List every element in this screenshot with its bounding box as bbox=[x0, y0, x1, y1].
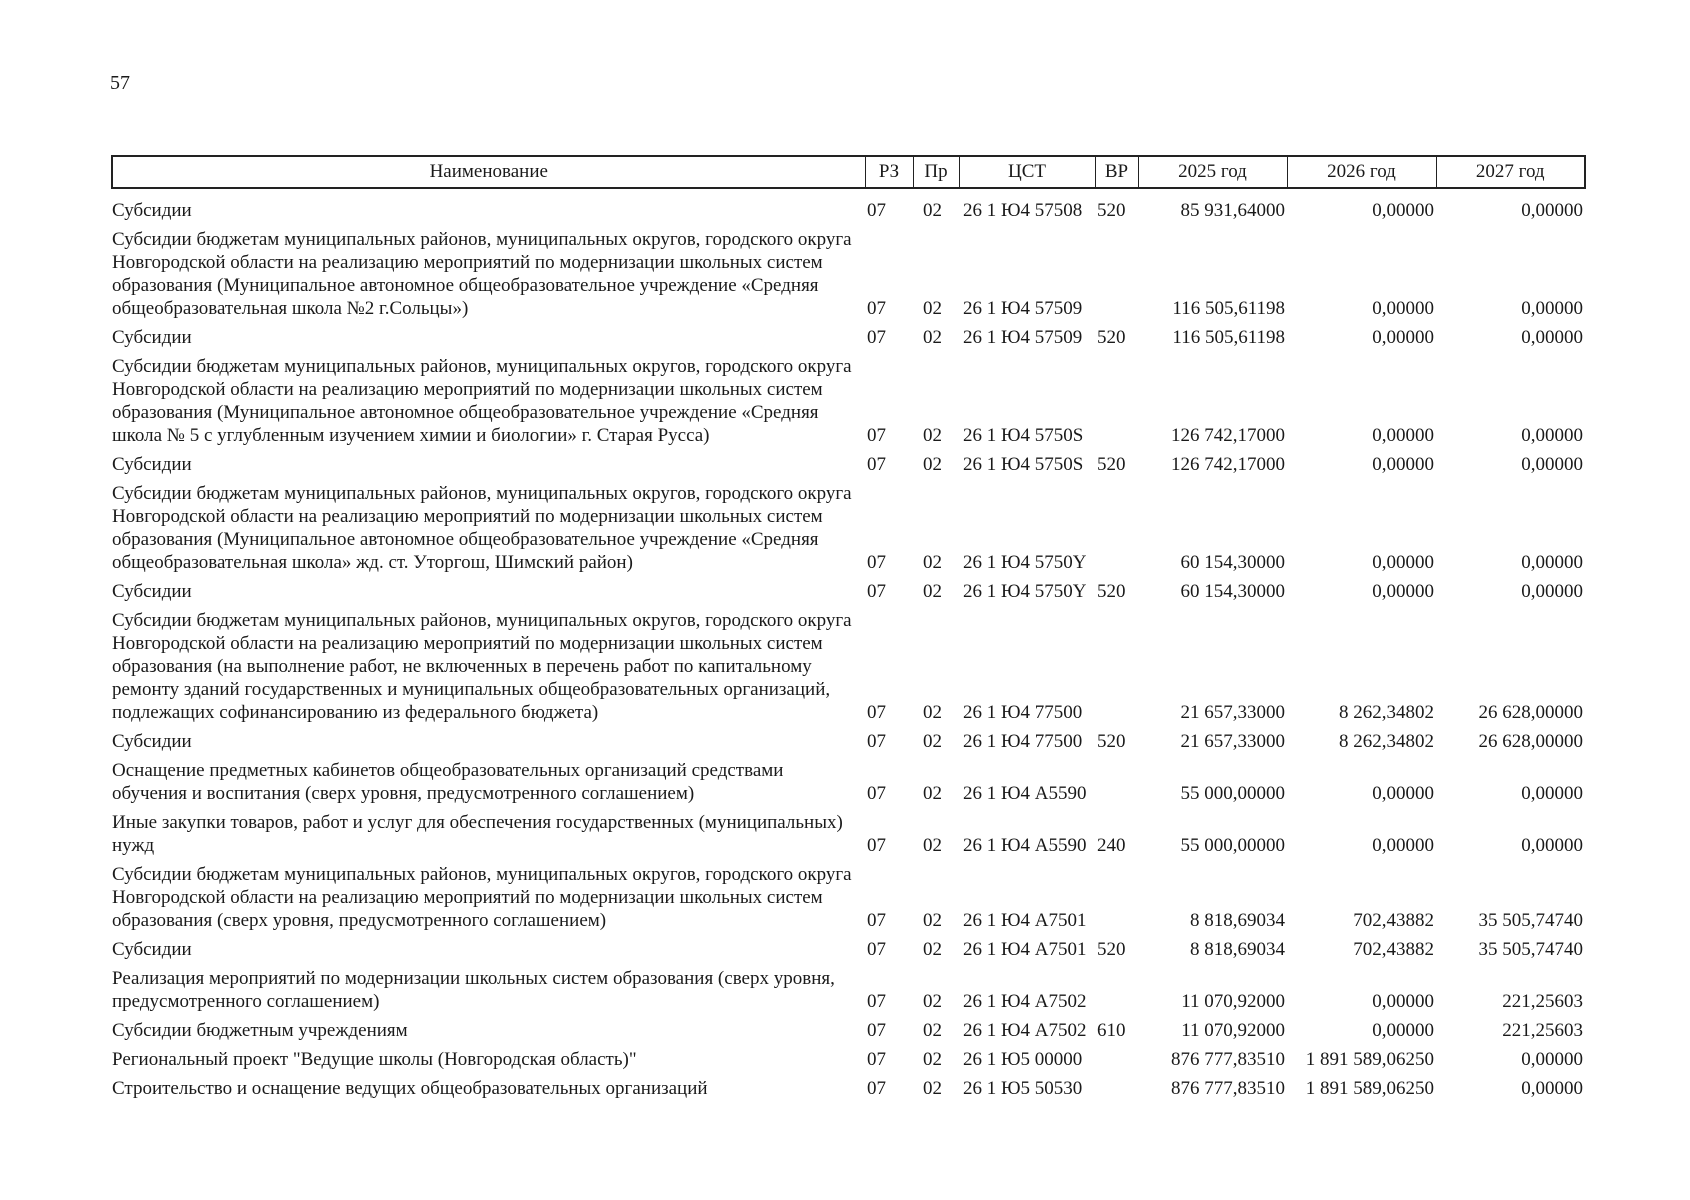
budget-table-container bbox=[111, 155, 1584, 1106]
row-2027-value: 0,00000 bbox=[1521, 425, 1583, 446]
row-2025-value: 11 070,92000 bbox=[1181, 991, 1285, 1012]
table-row bbox=[112, 1019, 1585, 1048]
row-name: Субсидии bbox=[112, 731, 192, 752]
header-name: Наименование bbox=[112, 156, 865, 188]
row-vr bbox=[1095, 863, 1138, 938]
row-pr: 02 bbox=[923, 200, 942, 221]
header-rz: РЗ bbox=[865, 156, 913, 188]
table-row bbox=[112, 759, 1585, 811]
table-row bbox=[112, 863, 1585, 938]
row-vr bbox=[1095, 228, 1138, 326]
row-pr: 02 bbox=[923, 327, 942, 348]
table-row bbox=[112, 609, 1585, 730]
table-row bbox=[112, 355, 1585, 453]
row-2026-value: 0,00000 bbox=[1372, 454, 1434, 475]
header-pr: Пр bbox=[913, 156, 959, 188]
row-2027-value: 0,00000 bbox=[1521, 552, 1583, 573]
row-2025-value: 21 657,33000 bbox=[1180, 731, 1285, 752]
row-cst: 26 1 Ю4 А7501 bbox=[963, 939, 1087, 960]
row-cst: 26 1 Ю4 5750S bbox=[963, 425, 1084, 446]
table-row bbox=[112, 228, 1585, 326]
row-2026-value: 0,00000 bbox=[1372, 200, 1434, 221]
row-2025-value: 8 818,69034 bbox=[1190, 939, 1285, 960]
row-2027-value: 0,00000 bbox=[1521, 327, 1583, 348]
row-name: Субсидии бюджетам муниципальных районов, муниципальных округов, городского округа Новгородской области на реализацию мероприятий по модернизации школьных систем образования (Муниципальное автономное общеобразовательное учреждение «Средняя общеобразовательная школа №2 г.Сольцы») bbox=[112, 229, 852, 319]
row-vr bbox=[1095, 759, 1138, 811]
row-pr: 02 bbox=[923, 298, 942, 319]
header-vr: ВР bbox=[1095, 156, 1138, 188]
row-name: Оснащение предметных кабинетов общеобразовательных организаций средствами обучения и воспитания (сверх уровня, предусмотренного соглашением) bbox=[112, 760, 784, 804]
row-rz: 07 bbox=[867, 702, 886, 723]
row-name: Субсидии бюджетным учреждениям bbox=[112, 1020, 408, 1041]
row-name: Региональный проект "Ведущие школы (Новгородская область)" bbox=[112, 1049, 637, 1070]
table-row bbox=[112, 326, 1585, 355]
row-rz: 07 bbox=[867, 783, 886, 804]
row-2025-value: 85 931,64000 bbox=[1180, 200, 1285, 221]
row-2025-value: 126 742,17000 bbox=[1171, 454, 1285, 475]
row-cst: 26 1 Ю4 А7502 bbox=[963, 991, 1087, 1012]
row-pr: 02 bbox=[923, 552, 942, 573]
row-2027-value: 35 505,74740 bbox=[1478, 910, 1583, 931]
row-rz: 07 bbox=[867, 581, 886, 602]
row-pr: 02 bbox=[923, 835, 942, 856]
table-row bbox=[112, 580, 1585, 609]
row-2027-value: 26 628,00000 bbox=[1478, 731, 1583, 752]
row-pr: 02 bbox=[923, 939, 942, 960]
row-2026-value: 0,00000 bbox=[1372, 298, 1434, 319]
header-2027: 2027 год bbox=[1436, 156, 1585, 188]
row-2025-value: 876 777,83510 bbox=[1171, 1049, 1285, 1070]
row-vr: 520 bbox=[1097, 200, 1126, 221]
row-name: Субсидии bbox=[112, 454, 192, 475]
table-row bbox=[112, 482, 1585, 580]
row-cst: 26 1 Ю4 А5590 bbox=[963, 835, 1087, 856]
row-rz: 07 bbox=[867, 1078, 886, 1099]
row-2025-value: 21 657,33000 bbox=[1180, 702, 1285, 723]
table-row bbox=[112, 188, 1585, 228]
row-2026-value: 0,00000 bbox=[1372, 327, 1434, 348]
row-rz: 07 bbox=[867, 1020, 886, 1041]
row-2027-value: 0,00000 bbox=[1521, 298, 1583, 319]
row-2026-value: 0,00000 bbox=[1372, 991, 1434, 1012]
row-cst: 26 1 Ю4 5750Y bbox=[963, 581, 1087, 602]
table-row bbox=[112, 1077, 1585, 1106]
table-header bbox=[112, 156, 1585, 188]
row-name: Реализация мероприятий по модернизации школьных систем образования (сверх уровня, предусмотренного соглашением) bbox=[112, 968, 835, 1012]
row-2025-value: 116 505,61198 bbox=[1172, 298, 1285, 319]
row-2027-value: 0,00000 bbox=[1521, 783, 1583, 804]
header-cst: ЦСТ bbox=[959, 156, 1095, 188]
row-rz: 07 bbox=[867, 200, 886, 221]
row-2025-value: 876 777,83510 bbox=[1171, 1078, 1285, 1099]
row-rz: 07 bbox=[867, 552, 886, 573]
row-rz: 07 bbox=[867, 939, 886, 960]
row-pr: 02 bbox=[923, 1078, 942, 1099]
row-pr: 02 bbox=[923, 910, 942, 931]
row-cst: 26 1 Ю4 77500 bbox=[963, 702, 1083, 723]
row-2025-value: 126 742,17000 bbox=[1171, 425, 1285, 446]
table-body bbox=[112, 188, 1585, 1106]
row-pr: 02 bbox=[923, 1049, 942, 1070]
row-vr: 520 bbox=[1097, 731, 1126, 752]
row-rz: 07 bbox=[867, 835, 886, 856]
row-2025-value: 8 818,69034 bbox=[1190, 910, 1285, 931]
row-cst: 26 1 Ю4 57509 bbox=[963, 298, 1083, 319]
row-cst: 26 1 Ю4 5750S bbox=[963, 454, 1084, 475]
row-vr: 610 bbox=[1097, 1020, 1126, 1041]
row-cst: 26 1 Ю4 А7501 bbox=[963, 910, 1087, 931]
row-rz: 07 bbox=[867, 327, 886, 348]
row-name: Субсидии бюджетам муниципальных районов, муниципальных округов, городского округа Новгородской области на реализацию мероприятий по модернизации школьных систем образования (сверх уровня, предусмотренного соглашением) bbox=[112, 864, 852, 931]
row-2026-value: 1 891 589,06250 bbox=[1305, 1078, 1434, 1099]
row-2025-value: 60 154,30000 bbox=[1180, 581, 1285, 602]
row-2025-value: 55 000,00000 bbox=[1180, 835, 1285, 856]
row-vr bbox=[1095, 1077, 1138, 1106]
row-cst: 26 1 Ю4 57509 bbox=[963, 327, 1083, 348]
row-name: Субсидии bbox=[112, 327, 192, 348]
header-row bbox=[112, 156, 1585, 188]
row-name: Субсидии bbox=[112, 200, 192, 221]
row-cst: 26 1 Ю5 00000 bbox=[963, 1049, 1083, 1070]
row-vr bbox=[1095, 967, 1138, 1019]
row-vr bbox=[1095, 609, 1138, 730]
row-pr: 02 bbox=[923, 783, 942, 804]
row-2027-value: 0,00000 bbox=[1521, 200, 1583, 221]
row-rz: 07 bbox=[867, 1049, 886, 1070]
row-name: Иные закупки товаров, работ и услуг для обеспечения государственных (муниципальных) нужд bbox=[112, 812, 843, 856]
header-2025: 2025 год bbox=[1138, 156, 1287, 188]
row-rz: 07 bbox=[867, 425, 886, 446]
row-name: Субсидии бюджетам муниципальных районов, муниципальных округов, городского округа Новгородской области на реализацию мероприятий по модернизации школьных систем образования (Муниципальное автономное общеобразовательное учреждение «Средняя школа № 5 с углубленным изучением химии и биологии» г. Старая Русса) bbox=[112, 356, 852, 446]
row-2027-value: 221,25603 bbox=[1502, 991, 1583, 1012]
table-row bbox=[112, 1048, 1585, 1077]
row-vr: 520 bbox=[1097, 327, 1126, 348]
row-2027-value: 221,25603 bbox=[1502, 1020, 1583, 1041]
row-2025-value: 116 505,61198 bbox=[1172, 327, 1285, 348]
table-row bbox=[112, 730, 1585, 759]
row-name: Субсидии bbox=[112, 939, 192, 960]
table-row bbox=[112, 938, 1585, 967]
row-cst: 26 1 Ю4 5750Y bbox=[963, 552, 1087, 573]
row-2026-value: 702,43882 bbox=[1353, 939, 1434, 960]
row-pr: 02 bbox=[923, 454, 942, 475]
row-pr: 02 bbox=[923, 425, 942, 446]
row-pr: 02 bbox=[923, 581, 942, 602]
row-2026-value: 702,43882 bbox=[1353, 910, 1434, 931]
row-vr bbox=[1095, 1048, 1138, 1077]
row-2026-value: 0,00000 bbox=[1372, 783, 1434, 804]
row-cst: 26 1 Ю4 А7502 bbox=[963, 1020, 1087, 1041]
row-name: Субсидии bbox=[112, 581, 192, 602]
row-2025-value: 60 154,30000 bbox=[1180, 552, 1285, 573]
row-2027-value: 0,00000 bbox=[1521, 454, 1583, 475]
row-rz: 07 bbox=[867, 454, 886, 475]
row-rz: 07 bbox=[867, 731, 886, 752]
row-name: Субсидии бюджетам муниципальных районов, муниципальных округов, городского округа Новгородской области на реализацию мероприятий по модернизации школьных систем образования (Муниципальное автономное общеобразовательное учреждение «Средняя общеобразовательная школа» жд. ст. Уторгош, Шимский район) bbox=[112, 483, 852, 573]
row-2027-value: 0,00000 bbox=[1521, 1078, 1583, 1099]
row-cst: 26 1 Ю4 77500 bbox=[963, 731, 1083, 752]
table-row bbox=[112, 453, 1585, 482]
row-2026-value: 0,00000 bbox=[1372, 581, 1434, 602]
row-vr: 240 bbox=[1097, 835, 1126, 856]
row-2026-value: 0,00000 bbox=[1372, 835, 1434, 856]
row-2026-value: 0,00000 bbox=[1372, 1020, 1434, 1041]
row-cst: 26 1 Ю5 50530 bbox=[963, 1078, 1083, 1099]
header-2026: 2026 год bbox=[1287, 156, 1436, 188]
row-rz: 07 bbox=[867, 298, 886, 319]
row-name: Строительство и оснащение ведущих общеобразовательных организаций bbox=[112, 1078, 708, 1099]
row-2025-value: 55 000,00000 bbox=[1180, 783, 1285, 804]
row-2026-value: 1 891 589,06250 bbox=[1305, 1049, 1434, 1070]
row-rz: 07 bbox=[867, 991, 886, 1012]
row-2026-value: 8 262,34802 bbox=[1339, 731, 1434, 752]
row-pr: 02 bbox=[923, 731, 942, 752]
row-pr: 02 bbox=[923, 702, 942, 723]
row-2027-value: 26 628,00000 bbox=[1478, 702, 1583, 723]
row-2027-value: 0,00000 bbox=[1521, 581, 1583, 602]
row-vr bbox=[1095, 482, 1138, 580]
row-2027-value: 0,00000 bbox=[1521, 1049, 1583, 1070]
row-pr: 02 bbox=[923, 991, 942, 1012]
page-number: 57 bbox=[110, 72, 130, 94]
row-vr bbox=[1095, 355, 1138, 453]
row-2026-value: 8 262,34802 bbox=[1339, 702, 1434, 723]
row-2027-value: 35 505,74740 bbox=[1478, 939, 1583, 960]
row-rz: 07 bbox=[867, 910, 886, 931]
table-row bbox=[112, 967, 1585, 1019]
row-cst: 26 1 Ю4 57508 bbox=[963, 200, 1083, 221]
row-vr: 520 bbox=[1097, 939, 1126, 960]
row-2026-value: 0,00000 bbox=[1372, 552, 1434, 573]
row-2026-value: 0,00000 bbox=[1372, 425, 1434, 446]
row-2025-value: 11 070,92000 bbox=[1181, 1020, 1285, 1041]
row-vr: 520 bbox=[1097, 454, 1126, 475]
row-pr: 02 bbox=[923, 1020, 942, 1041]
row-vr: 520 bbox=[1097, 581, 1126, 602]
row-name: Субсидии бюджетам муниципальных районов, муниципальных округов, городского округа Новгородской области на реализацию мероприятий по модернизации школьных систем образования (на выполнение работ, не включенных в перечень работ по капитальному ремонту зданий государственных и муниципальных общеобразовательных организаций, подлежащих софинансированию из федерального бюджета) bbox=[112, 610, 852, 723]
table-row bbox=[112, 811, 1585, 863]
row-2027-value: 0,00000 bbox=[1521, 835, 1583, 856]
budget-table bbox=[111, 155, 1586, 1106]
row-cst: 26 1 Ю4 А5590 bbox=[963, 783, 1087, 804]
